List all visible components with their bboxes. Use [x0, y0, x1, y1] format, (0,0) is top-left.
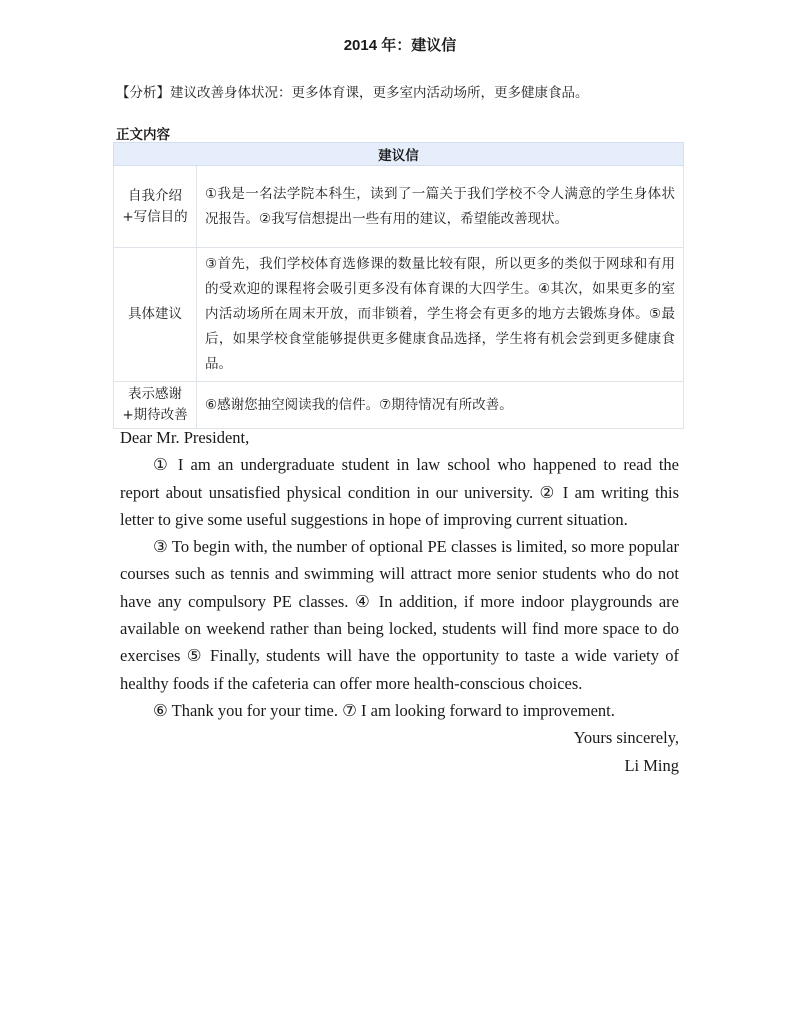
letter-closing: Yours sincerely, — [573, 728, 679, 748]
letter-body — [120, 424, 679, 779]
analysis-text: 【分析】建议改善身体状况：更多体育课，更多室内活动场所，更多健康食品。 — [116, 85, 589, 101]
letter-paragraph: ⑥ Thank you for your time. ⑦ I am looking forward to improvement. — [153, 700, 615, 720]
label-line: +期待改善 — [122, 407, 188, 423]
label-line: 自我介绍 — [128, 187, 182, 204]
outline-row — [114, 382, 684, 429]
outline-header-row — [114, 143, 684, 166]
outline-row-label — [114, 382, 197, 429]
label-line: 表示感谢 — [128, 386, 182, 402]
outline-header: 建议信 — [114, 143, 684, 166]
label-line: +写信目的 — [122, 208, 188, 225]
page-title: 2014 年：建议信 — [343, 37, 457, 54]
letter-paragraph: ① I am an undergraduate student in law school who happened to read the report about unsatisfied physical condition in our university. ② I am writing this letter to give some useful suggestions in hope of improving current situation. — [120, 455, 679, 529]
outline-row-content: ⑥感谢您抽空阅读我的信件。⑦期待情况有所改善。 — [197, 382, 684, 429]
outline-row — [114, 248, 684, 382]
letter-signature: Li Ming — [624, 755, 679, 775]
letter-salutation: Dear Mr. President, — [120, 428, 250, 447]
outline-row — [114, 166, 684, 248]
section-label: 正文内容 — [116, 127, 170, 143]
outline-row-content: ③首先，我们学校体育选修课的数量比较有限，所以更多的类似于网球和有用的受欢迎的课程将会吸引更多没有体育课的大四学生。④其次，如果更多的室内活动场所在周末开放，而非锁着，学生将会有更多的地方去锻炼身体。⑤最后，如果学校食堂能够提供更多健康食品选择，学生将有机会尝到更多健康食品。 — [197, 248, 684, 382]
outline-row-label — [114, 166, 197, 248]
outline-row-content: ①我是一名法学院本科生，读到了一篇关于我们学校不令人满意的学生身体状况报告。②我写信想提出一些有用的建议，希望能改善现状。 — [197, 166, 684, 248]
outline-table — [113, 142, 684, 429]
letter-paragraph: ③ To begin with, the number of optional PE classes is limited, so more popular courses such as tennis and swimming will attract more senior students who do not have any compulsory PE classes. ④ In addition, if more indoor playgrounds are available on weekend rather than being locked, students will find more space to do exercises ⑤ Finally, students will have the opportunity to taste a wide variety of healthy foods if the cafeteria can offer more health-conscious choices. — [120, 537, 679, 693]
label-line: 具体建议 — [128, 306, 182, 322]
outline-row-label — [114, 248, 197, 382]
